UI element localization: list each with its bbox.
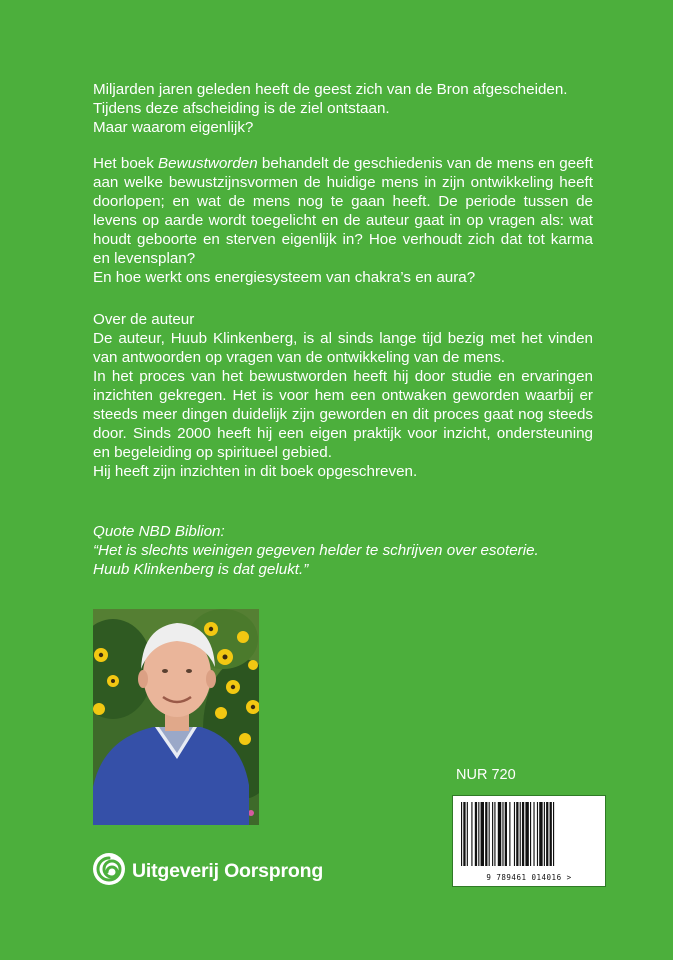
barcode-bar	[498, 802, 501, 866]
barcode-bar	[546, 802, 548, 866]
book-title: Bewustworden	[158, 155, 258, 172]
barcode-bar	[471, 802, 472, 866]
description-prefix: Het boek	[93, 155, 159, 172]
barcode-bar	[537, 802, 538, 866]
barcode-bar	[520, 802, 521, 866]
author-bio: De auteur, Huub Klinkenberg, is al sinds lange tijd bezig met het vinden van antwoorden op vragen van de ontwikkeling van de mens. In het proces van het bewustworden heeft hij door studie en ervaringen inzichten gekregen. Het is voor hem een ontwaken geworden waarbij er steeds meer dingen duidelijk zijn geworden en dit proces gaat nog steeds door. Sinds 2000 heeft hij een eigen praktijk voor inzicht, ondersteuning en begeleiding op spiritueel gebied.	[93, 330, 593, 461]
barcode-bar	[514, 802, 515, 866]
barcode-bar	[461, 802, 462, 866]
quote-source: Quote NBD Biblion:	[93, 523, 225, 540]
barcode-bar	[467, 802, 468, 866]
publisher-name: Uitgeverij Oorsprong	[132, 859, 324, 882]
barcode-bar	[539, 802, 542, 866]
description-body: behandelt de geschiedenis van de mens en geeft aan welke bewustzijnsvormen de huidige mens in zijn ontwikkeling heeft doorlopen; en wat de mens nog te gaan heeft. De periode tussen de levens op aarde wordt toegelicht en de auteur gaat in op vragen als: wat houdt geboorte en sterven eigenlijk in? Hoe verhoudt zich dat tot karma en levensplan?	[93, 155, 593, 267]
isbn-barcode	[452, 795, 606, 887]
barcode-bar	[522, 802, 524, 866]
barcode-bar	[478, 802, 479, 866]
barcode-bar	[533, 802, 534, 866]
quote-section	[93, 522, 593, 579]
author-section	[93, 310, 593, 481]
description-closing: En hoe werkt ons energiesysteem van chakra’s en aura?	[93, 269, 476, 286]
isbn-digits: 9 789461 014016 >	[486, 873, 572, 882]
publisher-logo	[92, 853, 323, 889]
barcode-bar	[550, 802, 552, 866]
barcode-bar	[530, 802, 531, 866]
quote-text: “Het is slechts weinigen gegeven helder te schrijven over esoterie. Huub Klinkenberg is dat gelukt.”	[93, 542, 539, 578]
barcode-bar	[481, 802, 484, 866]
spiral-icon	[92, 852, 126, 891]
barcode-bar	[505, 802, 507, 866]
barcode-bar	[544, 802, 545, 866]
intro-text	[93, 80, 593, 137]
barcode-bar	[463, 802, 465, 866]
nur-code: NUR 720	[456, 767, 516, 783]
barcode-bar	[502, 802, 503, 866]
intro-paragraph: Miljarden jaren geleden heeft de geest zich van de Bron afgescheiden. Tijdens deze afscheiding is de ziel ontstaan. Maar waarom eigenlijk?	[93, 81, 568, 136]
author-closing: Hij heeft zijn inzichten in dit boek opgeschreven.	[93, 463, 418, 480]
barcode-bar	[475, 802, 477, 866]
author-heading: Over de auteur	[93, 311, 195, 328]
author-photo	[93, 609, 259, 825]
barcode-bar	[489, 802, 490, 866]
description-text	[93, 154, 593, 287]
barcode-bar	[485, 802, 487, 866]
barcode-bar	[516, 802, 518, 866]
barcode-bar	[553, 802, 554, 866]
barcode-bar	[492, 802, 493, 866]
barcode-bar	[525, 802, 528, 866]
barcode-bar	[509, 802, 510, 866]
description-paragraph	[93, 154, 593, 268]
barcode-bar	[494, 802, 495, 866]
